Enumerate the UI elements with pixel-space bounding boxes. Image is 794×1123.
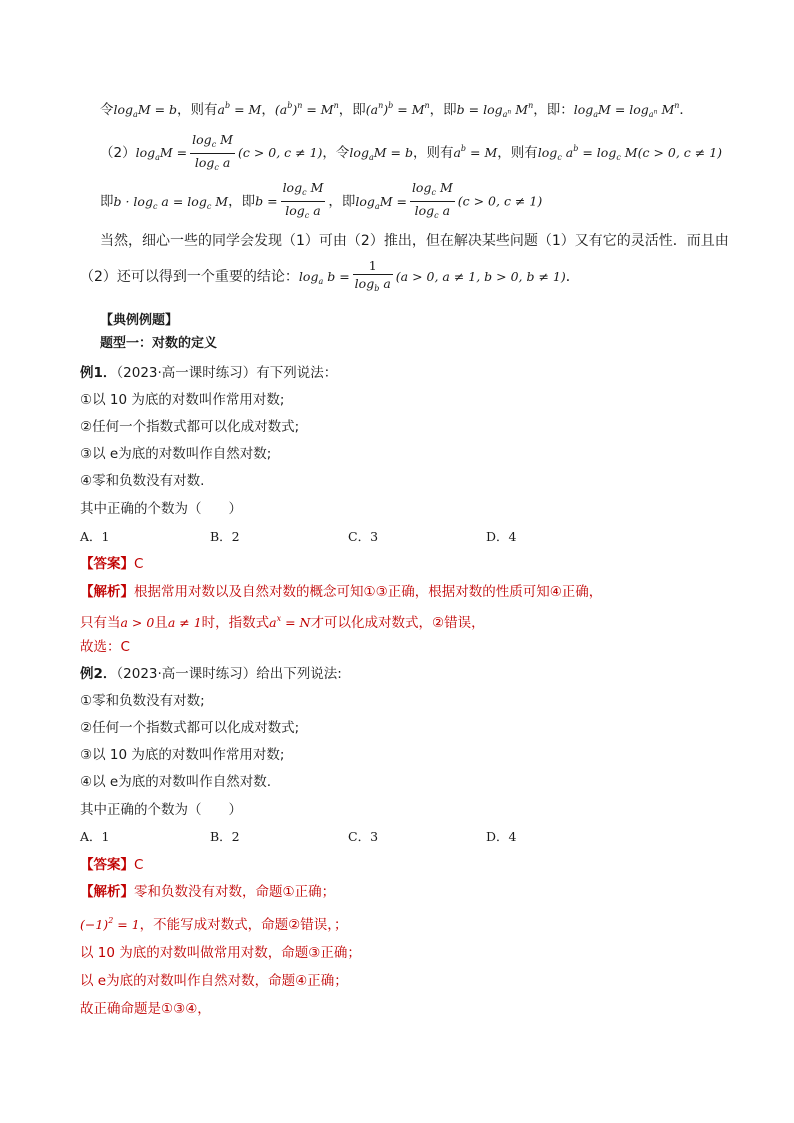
math: $b \cdot \log_c a = \log_c M$: [113, 193, 229, 211]
math: $\log_aM$ =: [355, 193, 407, 211]
analysis-line-1: [80, 582, 602, 602]
condition: (c > 0, c ≠ 1): [237, 145, 323, 160]
analysis-label: 【解析】: [80, 884, 134, 900]
fraction: $\frac{\log_c M}{\log_c a}$: [282, 180, 324, 220]
math: $\log_a b$ =: [298, 269, 350, 286]
example-label: 例1．: [80, 365, 117, 381]
analysis-line-4: 以 e为底的对数叫作自然对数，命题④正确；: [80, 973, 348, 989]
example-2-header: [80, 664, 342, 684]
analysis-line-2: [80, 911, 348, 935]
example-1-header: [80, 363, 337, 383]
math: a > 0: [120, 615, 155, 630]
fraction: $\frac{1}{\log_b a}$: [354, 258, 391, 293]
analysis-text: 零和负数没有对数，命题①正确；: [134, 884, 336, 900]
text: （2）还可以得到一个重要的结论：: [80, 269, 299, 285]
text: ，即: [338, 102, 366, 118]
condition: (a > 0, a ≠ 1, b > 0, b ≠ 1): [395, 269, 566, 284]
text: 才可以化成对数式，②错误，: [310, 615, 485, 631]
text: ．: [565, 269, 580, 285]
answer-value: C: [134, 857, 144, 873]
text: ，: [261, 102, 275, 118]
option-b: B．2: [210, 829, 240, 844]
section-title: 【典例例题】: [100, 313, 179, 328]
list-item: ③以 e为底的对数叫作自然对数;: [80, 446, 272, 462]
answer-line: [80, 554, 143, 574]
conclusion: 故选：C: [80, 639, 130, 655]
example-source: （2023·高一课时练习）有下列说法：: [116, 365, 338, 381]
option-d: D．4: [486, 829, 517, 844]
text: ，即: [429, 102, 457, 118]
math: $\log_aM = b$: [349, 145, 413, 162]
option-c: C．3: [348, 829, 379, 844]
math: $a^b = M$: [453, 144, 498, 160]
option-a: A．1: [80, 829, 110, 844]
example-source: （2023·高一课时练习）给出下列说法:: [116, 666, 342, 682]
math: b =: [255, 193, 278, 209]
text: ．: [679, 102, 693, 118]
option-d: D．4: [486, 529, 517, 544]
list-item: ②任何一个指数式都可以化成对数式;: [80, 419, 300, 435]
option-a: A．1: [80, 529, 110, 544]
text: ，令: [322, 145, 350, 161]
answer-value: C: [134, 556, 144, 572]
math: $(a^n)^b = M^n$: [365, 101, 430, 117]
text: 即: [100, 193, 114, 210]
analysis-line-5: 故正确命题是①③④，: [80, 1001, 211, 1017]
math: $b = \log_{a^n} M^n$: [456, 101, 534, 119]
text: 只有当: [80, 615, 121, 631]
list-item: ②任何一个指数式都可以化成对数式;: [80, 720, 300, 736]
list-item: ③以 10 为底的对数叫作常用对数;: [80, 747, 285, 763]
analysis-line-2: [80, 609, 485, 633]
text: ，即: [328, 193, 356, 210]
paragraph-line-2: [80, 258, 580, 292]
list-item: ①零和负数没有对数;: [80, 693, 205, 709]
list-item: ④零和负数没有对数.: [80, 473, 205, 489]
text: ，即: [228, 193, 256, 210]
analysis-line-3: 以 10 为底的对数叫做常用对数，命题③正确；: [80, 945, 361, 961]
text: ，不能写成对数式，命题②错误，；: [139, 917, 348, 933]
math: $\log_c a^b = \log_c M(c > 0$, c ≠ 1): [537, 144, 723, 162]
fraction: $\frac{\log_c M}{\log_c a}$: [411, 180, 453, 220]
derivation-line-3: [100, 180, 542, 218]
derivation-line-2: [100, 130, 723, 172]
analysis-text: 根据常用对数以及自然对数的概念可知①③正确，根据对数的性质可知④正确，: [134, 584, 603, 600]
option-b: B．2: [210, 529, 240, 544]
fraction: $\frac{\log_c M}{\log_c a}$: [192, 131, 233, 172]
text: ，则有: [497, 145, 538, 161]
analysis-line-1: [80, 882, 335, 902]
math: $a^x = N$: [269, 614, 311, 630]
text: 时，指数式: [201, 615, 270, 631]
option-c: C．3: [348, 529, 379, 544]
math: $\log_aM$ =: [135, 145, 188, 162]
math: $(-1)^2 = 1$: [80, 916, 140, 932]
math: a ≠ 1: [167, 615, 202, 630]
math: $(a^b)^n = M^n$: [274, 101, 339, 117]
question: 其中正确的个数为（ ）: [80, 802, 242, 818]
math: $\log_aM = \log_{a^n} M^n$: [573, 101, 680, 119]
text: 令: [100, 102, 114, 118]
text: （2）: [100, 145, 136, 161]
text: ，则有: [412, 145, 454, 161]
text: ，则有: [177, 102, 218, 118]
text: ，即：: [533, 102, 574, 118]
analysis-label: 【解析】: [80, 584, 134, 600]
answer-line: [80, 855, 143, 875]
question: 其中正确的个数为（ ）: [80, 501, 242, 517]
list-item: ①以 10 为底的对数叫作常用对数;: [80, 392, 285, 408]
type-title: 题型一：对数的定义: [100, 336, 218, 351]
list-item: ④以 e为底的对数叫作自然对数.: [80, 774, 271, 790]
paragraph-line-1: 当然，细心一些的同学会发现（1）可由（2）推出，但在解决某些问题（1）又有它的灵活性．而且由: [100, 233, 729, 249]
derivation-line-1: [100, 96, 693, 125]
example-label: 例2．: [80, 666, 117, 682]
math: $a^b = M$: [217, 101, 262, 117]
text: 且: [154, 615, 168, 631]
answer-label: 【答案】: [80, 556, 134, 572]
condition: (c > 0, c ≠ 1): [457, 193, 543, 209]
math: $\log_aM = b$: [113, 102, 178, 119]
answer-label: 【答案】: [80, 857, 134, 873]
